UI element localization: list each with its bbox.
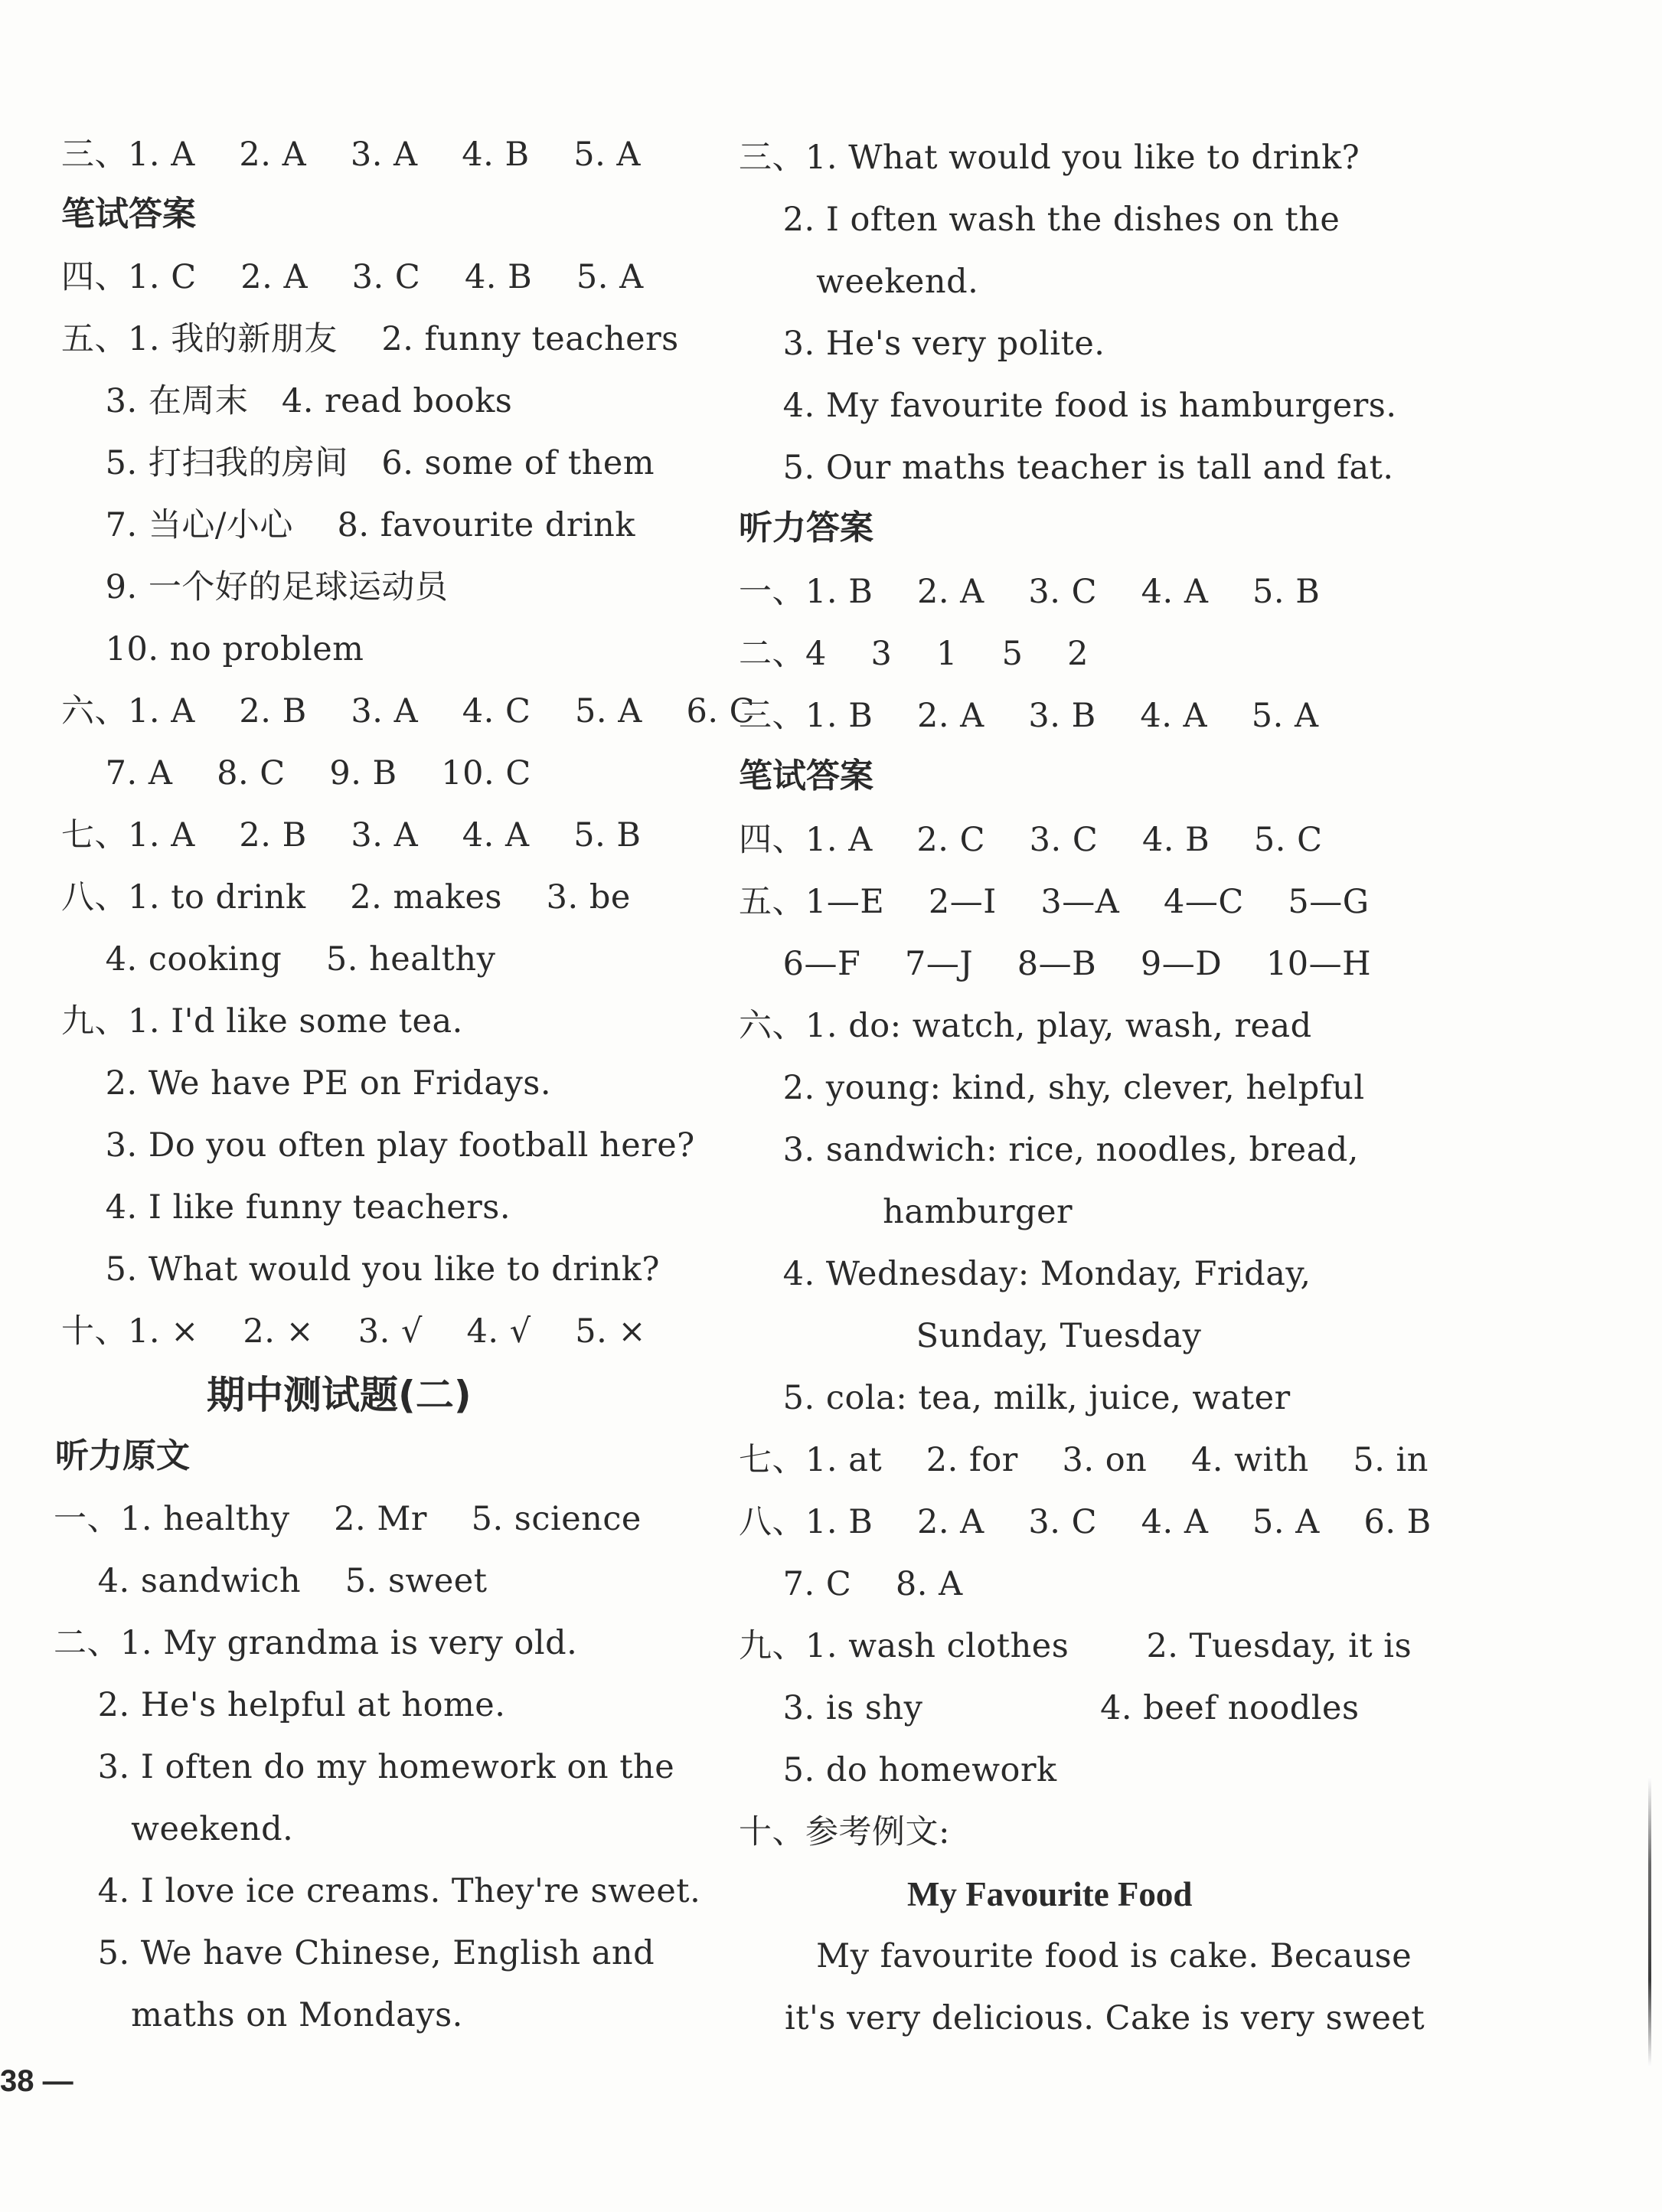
answer-line: 5. We have Chinese, English and [54,1934,655,1972]
answer-line: 4. My favourite food is hamburgers. [739,387,1397,425]
section-heading: 听力答案 [739,508,873,547]
answer-line: weekend. [54,1810,294,1848]
section-heading: 笔试答案 [739,756,873,796]
answer-line: 一、1. B 2. A 3. C 4. A 5. B [739,573,1321,611]
answer-line: Sunday, Tuesday [739,1317,1202,1355]
answer-line: 10. no problem [61,630,364,668]
answer-line: 五、1. 我的新朋友 2. funny teachers [61,320,679,358]
essay-title: My Favourite Food [907,1875,1193,1913]
answer-line: 五、1—E 2—I 3—A 4—C 5—G [739,883,1370,921]
page-number: 38 — [0,2064,73,2098]
answer-line: 九、1. I'd like some tea. [61,1002,463,1041]
answer-line: 5. cola: tea, milk, juice, water [739,1379,1291,1417]
answer-line: 4. Wednesday: Monday, Friday, [739,1255,1311,1293]
answer-line: 7. C 8. A [739,1565,963,1603]
answer-line: 十、1. × 2. × 3. √ 4. √ 5. × [61,1312,647,1351]
answer-line: 7. 当心/小心 8. favourite drink [61,506,635,544]
answer-line: 5. do homework [739,1751,1057,1789]
answer-line: 六、1. A 2. B 3. A 4. C 5. A 6. C [61,692,756,730]
answer-line: 三、1. A 2. A 3. A 4. B 5. A [61,136,641,174]
answer-line: 二、4 3 1 5 2 [739,635,1089,673]
answer-line: 9. 一个好的足球运动员 [61,568,449,606]
answer-line: 3. sandwich: rice, noodles, bread, [739,1131,1359,1169]
answer-line: 四、1. A 2. C 3. C 4. B 5. C [739,821,1323,859]
answer-line: maths on Mondays. [54,1996,463,2034]
answer-line: 5. What would you like to drink? [61,1250,660,1289]
answer-line: 二、1. My grandma is very old. [54,1624,578,1662]
answer-line: 6—F 7—J 8—B 9—D 10—H [739,945,1372,983]
answer-line: 4. I like funny teachers. [61,1188,511,1227]
section-heading: 听力原文 [55,1436,190,1475]
answer-line: 3. 在周末 4. read books [61,382,513,420]
answer-line: 4. I love ice creams. They're sweet. [54,1872,701,1910]
page-edge-shadow [1648,1776,1651,2067]
answer-line: 七、1. A 2. B 3. A 4. A 5. B [61,816,642,854]
answer-line: 2. We have PE on Fridays. [61,1064,551,1103]
answer-line: 3. He's very polite. [739,325,1105,363]
answer-line: 四、1. C 2. A 3. C 4. B 5. A [61,258,644,296]
answer-line: 4. cooking 5. healthy [61,940,496,979]
answer-line: 5. 打扫我的房间 6. some of them [61,444,655,482]
answer-line: 2. He's helpful at home. [54,1686,506,1724]
answer-line: 六、1. do: watch, play, wash, read [739,1007,1312,1045]
answer-line: 三、1. What would you like to drink? [739,139,1360,177]
answer-line: 3. Do you often play football here? [61,1126,695,1165]
answer-line: 3. is shy 4. beef noodles [739,1689,1360,1727]
essay-line: it's very delicious. Cake is very sweet [785,1999,1425,2037]
essay-line: My favourite food is cake. Because [739,1937,1412,1975]
answer-line: 三、1. B 2. A 3. B 4. A 5. A [739,697,1319,735]
answer-line: 十、参考例文: [739,1813,950,1851]
test-title: 期中测试题(二) [207,1373,472,1417]
answer-line: weekend. [739,263,979,301]
answer-line: 七、1. at 2. for 3. on 4. with 5. in [739,1441,1429,1479]
answer-line: 一、1. healthy 2. Mr 5. science [54,1500,642,1538]
answer-line: 3. I often do my homework on the [54,1748,675,1786]
answer-line: 2. I often wash the dishes on the [739,201,1340,239]
answer-line: 八、1. B 2. A 3. C 4. A 5. A 6. B [739,1503,1432,1541]
answer-line: 4. sandwich 5. sweet [54,1562,488,1600]
answer-line: 九、1. wash clothes 2. Tuesday, it is [739,1627,1412,1665]
answer-line: 2. young: kind, shy, clever, helpful [739,1069,1365,1107]
answer-line: hamburger [739,1193,1073,1231]
answer-line: 八、1. to drink 2. makes 3. be [61,878,631,916]
section-heading: 笔试答案 [61,194,196,234]
answer-line: 5. Our maths teacher is tall and fat. [739,449,1394,487]
answer-line: 7. A 8. C 9. B 10. C [61,754,531,792]
